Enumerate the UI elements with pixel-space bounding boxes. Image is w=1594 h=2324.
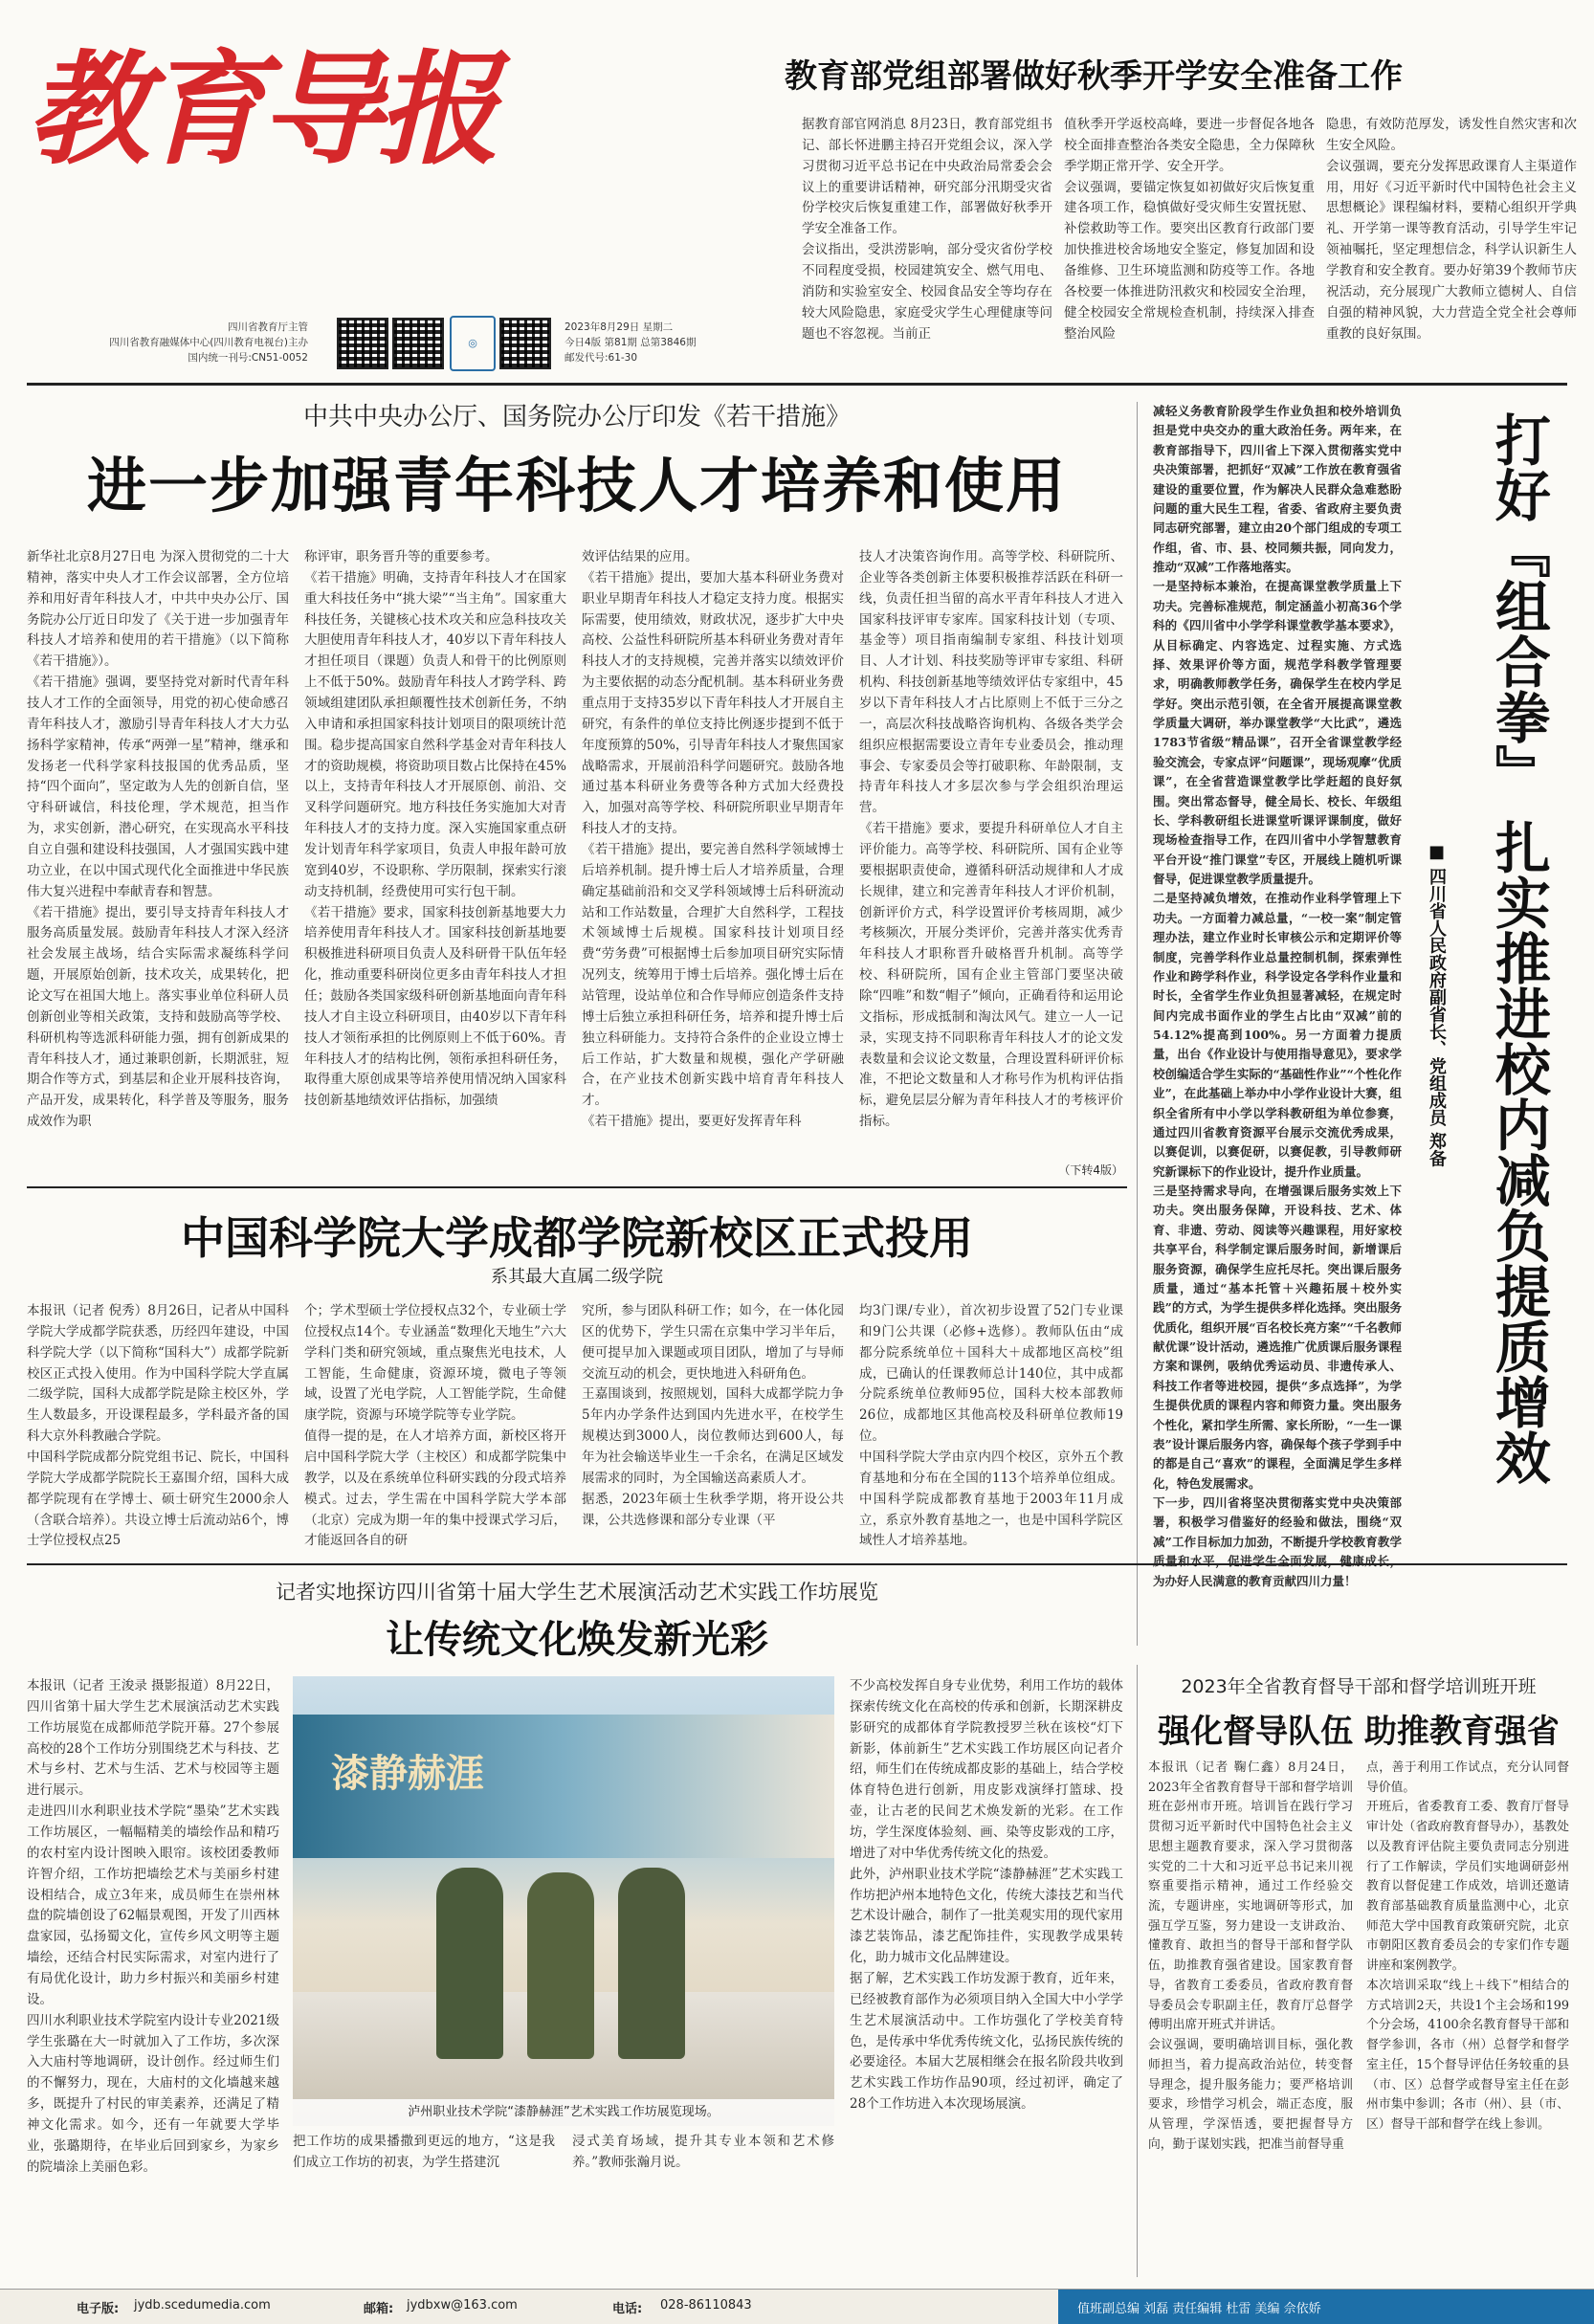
text: 称评审，职务晋升等的重要参考。 《若干措施》明确，支持青年科技人才在国家重大科技任务中“挑大梁”“当主角”。国家重大科技任务，关键核心技术攻关和应急科技攻关大胆使用青年科技人才，40岁以下青年科技人才担任项目（课题）负责人和骨干的比例原则上不低于50%。鼓励青年科技人才跨学科、跨领域组建团队承担颠覆性技术创新任务，不纳入申请和承担国家科技计划项目的限项统计范围。稳步提高国家自然科学基金对青年科技人才的资助规模，将资助项目数占比保持在45%以上，支持青年科技人才开展原创、前沿、交叉科学问题研究。地方科技任务实施加大对青年科技人才的支持力度。深入实施国家重点研发计划青年科学家项目，负责人申报年龄可放宽到40岁，不设职称、学历限制，探索实行滚动支持机制，经费使用可实行包干制。 《若干措施》要求，国家科技创新基地要大力培养使用青年科技人才。国家科技创新基地要积极推进科研项目负责人及科研骨干队伍年轻化，推动重要科研岗位更多由青年科技人才担任；鼓励各类国家级科研创新基地面向青年科技人才自主设立科研项目，由40岁以下青年科技人才领衔承担的比例原则上不低于60%。青年科技人才的结构比例，领衔承担科研任务，取得重大原创成果等培养使用情况纳入国家科技创新基地绩效评估指标，加强绩 [304,549,566,1109]
text: 本报讯（记者 王浚录 摄影报道）8月22日，四川省第十届大学生艺术展演活动艺术实践工作坊展览在成都师范学院开幕。27个参展高校的28个工作坊分别围绕艺术与科技、艺术与乡村、艺术与生活、艺术与校园等主题进行展示。 走进四川水利职业技术学院“墨染”艺术实践工作坊展区，一幅幅精美的墙绘作品和精巧的农村室内设计图映入眼帘。该校团委教师许智介绍，工作坊把墙绘艺术与美丽乡村建设相结合，成立3年来，成员师生在崇州林盘的院墙创设了62幅景观图，开发了川西林盘家园，弘扬蜀文化，宣传乡风文明等主题墙绘，还结合村民实际需求，对室内进行了有局优化设计，助力乡村振兴和美丽乡村建设。 四川水利职业技术学院室内设计专业2021级学生张璐在大一时就加入了工作坊，多次深入大庙村等地调研，设计创作。经过师生们的不懈努力，现在，大庙村的文化墙越来越多，既提升了村民的审美素养，还满足了精神文化需求。如今，还有一年就要大学毕业，张璐期待，在毕业后回到家乡，为家乡的院墙涂上美丽色彩。 [27,1678,279,2175]
phone-label: 电话: [612,2302,643,2316]
text: 值秋季开学返校高峰，要进一步督促各地各校全面排查整治各类安全隐患，全力保障秋季学期正常开学、安全开学。 会议强调，要锚定恢复如初做好灾后恢复重建各项工作，稳慎做好受灾师生安置抚慰、补偿救助等工作。要突出区教育行政部门要加快推进校舍场地安全鉴定，修复加固和设备维修、卫生环境监测和防疫等工作。各地各校要一体推进防汛救灾和校园安全治理，健全校园安全常规检查机制，持续深入排查整治风险 [1064,117,1315,342]
lead-story-col-4 [859,547,1123,1160]
sidebar-body [1153,402,1402,1646]
text: 究所，参与团队科研工作；如今，在一体化园区的优势下，学生只需在京集中学习半年后，便可提早加入课题或项目团队，增加了与导师交流互动的机会，更快地进入科研角色。 王嘉围谈到，按照规划，国科大成都学院力争5年内办学条件达到国内先进水平，在校学生规模达到3000人，岗位教师达到600人，每年为社会输送毕业生一千余名，在满足区域发展需求的同时，为全国输送高素质人才。 据悉，2023年硕士生秋季学期，将开设公共课，公共选修课和部分专业课（平 [582,1303,844,1528]
masthead-title: 教育导报 [27,38,495,182]
website-link[interactable]: jydb.scedumedia.com [134,2298,271,2313]
lead-story-col-2 [304,547,566,1160]
editors-credit: 值班副总编 刘磊 责任编辑 杜雷 美编 佘依娇 [1077,2302,1321,2316]
logo-icon: ◎ [450,316,496,371]
cas-story-col-4 [859,1301,1123,1549]
text: 技人才决策咨询作用。高等学校、科研院所、企业等各类创新主体要积极推荐活跃在科研一线，负责任担当留的高水平青年科技人才进入国家科技评审专家库。国家科技计划（专项、基金等）项目指南编制专家组、科技计划项目、人才计划、科技奖励等评审专家组、科研机构、科技创新基地等绩效评估专家组中，45岁以下青年科技人才占比原则上不低于三分之一，高层次科技战略咨询机构、各级各类学会组织应根据需要设立青年专业委员会，推动理事会、专家委员会等打破职称、年龄限制，支持青年科技人才多层次参与学会组织治理运营。 《若干措施》要求，要提升科研单位人才自主评价能力。高等学校、科研院所、国有企业等要根据职责使命，遵循科研活动规律和人才成长规律，建立和完善青年科技人才评价机制，创新评价方式，科学设置评价考核周期，减少考核频次，开展分类评价，完善并落实优秀青年科技人才职称晋升破格晋升机制。高等学校、科研院所，国有企业主管部门要坚决破除“四唯”和数“帽子”倾向，正确看待和运用论文指标，形成抵制和淘汰风气。建立一人一记录，实现支持不同职称青年科技人才的论文发表数量和会议论文数量，合理设置科研评价标准，不把论文数量和人才称号作为机构评估指标，避免层层分解为青年科技人才的考核评价指标。 [859,549,1123,1130]
person-figure [527,1872,594,2059]
person-figure [618,1868,685,2059]
top-story-col-3 [1326,115,1577,354]
divider [1137,1665,1138,2277]
art-story-col-1 [27,1676,279,2279]
training-story-kicker: 2023年全省教育督导干部和督学培训班开班 [1181,1676,1537,1697]
art-story-col-3 [850,1676,1123,2279]
art-story-under-photo-right [572,2132,834,2275]
lead-story-headline: 进一步加强青年科技人才培养和使用 [86,451,1067,520]
qr-code-icon [499,318,551,369]
text: 本报讯（记者 鞠仁鑫）8月24日，2023年全省教育督导干部和督学培训班在彭州市开班。培训旨在践行学习贯彻习近平新时代中国特色社会主义思想主题教育要求，深入学习贯彻落实党的二十大和习近平总书记来川视察重要指示精神，通过工作经验交流，专题讲座，实地调研等形式，加强互学互鉴，努力建设一支讲政治、懂教育、敢担当的督导干部和督学队伍，助推教育强省建设。国家教育督导，省教育工委委员，省政府教育督导委员会专职副主任，教育厅总督学傅明出席开班式并讲话。 会议强调，要明确培训目标，强化教师担当，着力提高政治站位，转变督导理念，提升服务能力；要严格培训要求，珍惜学习机会，端正态度，服从管理，学深悟透，要把握督导方向，勤于谋划实践，把准当前督导重 [1148,1760,1353,2152]
rule [27,383,1567,386]
text: 减轻义务教育阶段学生作业负担和校外培训负担是党中央交办的重大政治任务。两年来，在教育部指导下，四川省上下深入贯彻落实党中央决策部署，把抓好“双减”工作放在教育强省建设的重要位置，作为解决人民群众急难愁盼问题的重大民生工程，省委、省政府主要负责同志研究部署，建立由20个部门组成的专项工作组，省、市、县、校同频共振，同向发力，推动“双减”工作落地落实。 一是坚持标本兼治，在提高课堂教学质量上下功夫。完善标准规范，制定涵盖小初高36个学科的《四川省中小学学科课堂教学基本要求》，从目标确定、内容选定、过程实施、方式选择、效果评价等方面，规范学科教学管理要求，明确教师教学任务，确保学生在校内学足学好。突出示范引领，在全省开展提高课堂教学质量大调研，举办课堂教学“大比武”，遴选1783节省级“精品课”，召开全省课堂教学经验交流会，专家点评“问题课”，现场观摩“优质课”，在全省营造课堂教学比学赶超的良好氛围。突出常态督导，健全局长、校长、年级组长、学科教研组长进课堂听课评课制度，做好现场检查指导工作，在四川省中小学智慧教育平台开设“推门课堂”专区，开展线上随机听课督导，促进课堂教学质量提升。 二是坚持减负增效，在推动作业科学管理上下功夫。一方面着力减总量，“一校一案”制定管理办法，建立作业时长审核公示和定期评价等制度，完善学科作业总量控制机制，探索弹性作业和跨学科作业，科学设定各学科作业量和时长，全省学生作业负担显著减轻，在规定时间内完成书面作业的学生占比由“双减”前的54.12%提高到100%。另一方面着力提质量，出台《作业设计与使用指导意见》，要求学校创编适合学生实际的“基础性作业”“个性化作业”，在此基础上举办中小学作业设计大赛，组织全省所有中小学以学科教研组为单位参赛，通过四川省教育资源平台展示交流优秀成果，以赛促训，以赛促研，以赛促教，引导教师研究新课标下的作业设计，提升作业质量。 三是坚持需求导向，在增强课后服务实效上下功夫。突出服务保障，开设科技、艺术、体育、非遗、劳动、阅读等兴趣课程，用好家校共享平台，科学制定课后服务时间，新增课后服务资源，确保学生应托尽托。突出课后服务质量，通过“基本托管＋兴趣拓展＋校外实践”的方式，为学生提供多样化选择。突出服务优质化，组织开展“百名校长亮方案”“千名教师献优课”设计活动，遴选推广优质课后服务课程方案和课例，吸纳优秀运动员、非遗传承人、科技工作者等进校园，提供“多点选择”，为学生提供优质的课程内容和师资力量。突出服务个性化，紧扣学生所需、家长所盼，“一生一课表”设计课后服务内容，确保每个孩子学到手中的都是自己“喜欢”的课程，全面满足学生多样化，特色发展需求。 下一步，四川省将坚决贯彻落实党中央决策部署，积极学习借鉴好的经验和做法，围绕“双减”工作目标加力加劲，不断提升学校教育教学质量和水平，促进学生全面发展，健康成长，为办好人民满意的教育贡献四川力量！ [1153,404,1402,1588]
rule [27,1563,1567,1565]
text: 新华社北京8月27日电 为深入贯彻党的二十大精神，落实中央人才工作会议部署，全方位培养和用好青年科技人才，中共中央办公厅、国务院办公厅近日印发了《关于进一步加强青年科技人才培养和使用的若干措施》（以下简称《若干措施》）。 《若干措施》强调，要坚持党对新时代青年科技人才工作的全面领导，用党的初心使命感召青年科技人才，激励引导青年科技人才大力弘扬科学家精神，传承“两弹一星”精神，继承和发扬老一代科学家科技报国的优秀品质，坚持“四个面向”，坚定敢为人先的创新自信，坚守科研诚信，科技伦理，学术规范，担当作为，求实创新，潜心研究，在实现高水平科技自立自强和建设科技强国，人才强国实践中建功立业，在以中国式现代化全面推进中华民族伟大复兴进程中奉献青春和智慧。 《若干措施》提出，要引导支持青年科技人才服务高质量发展。鼓励青年科技人才深入经济社会发展主战场，结合实际需求凝练科学问题，开展原始创新，技术攻关，成果转化，把论文写在祖国大地上。落实事业单位科研人员创新创业等相关政策，支持和鼓励高等学校、科研机构等选派科研能力强，拥有创新成果的青年科技人才，通过兼职创新，长期派驻，短期合作等方式，到基层和企业开展科技咨询，产品开发，成果转化，科学普及等服务，服务成效作为职 [27,549,289,1130]
email-label: 邮箱: [364,2302,394,2316]
divider [1137,402,1138,1646]
cas-story-col-2 [304,1301,566,1549]
text: 个；学术型硕士学位授权点32个，专业硕士学位授权点14个。专业涵盖“数理化天地生”六大学科门类和研究领域，重点聚焦光电技术，人工智能，生命健康，资源环境，微电子等领域，设置了光电学院，人工智能学院，生命健康学院，资源与环境学院等专业学院。 值得一提的是，在人才培养方面，新校区将开启中国科学院大学（主校区）和成都学院集中教学，以及在系统单位科研实践的分段式培养模式。过去，学生需在中国科学院大学本部（北京）完成为期一年的集中授课式学习后，才能返回各自的研 [304,1303,566,1549]
text: 据教育部官网消息 8月23日，教育部党组书记、部长怀进鹏主持召开党组会议，深入学习贯彻习近平总书记在中央政治局常委会会议上的重要讲话精神，研究部分汛期受灾省份学校灾后恢复重建工作，部署做好秋季开学安全准备工作。 会议指出，受洪涝影响，部分受灾省份学校不同程度受损，校园建筑安全、燃气用电、消防和实验室安全、校园食品安全等均存在较大风险隐患，家庭受灾学生心理健康等问题也不容忽视。当前正 [802,117,1052,342]
lead-story-kicker: 中共中央办公厅、国务院办公厅印发《若干措施》 [302,403,851,432]
top-story-col-2 [1064,115,1315,354]
footer-bar [0,2289,1594,2324]
cas-story-subhead: 系其最大直属二级学院 [491,1267,663,1287]
cas-story-col-1 [27,1301,289,1549]
website-label: 电子版: [77,2302,120,2316]
training-story-headline: 强化督导队伍 助推教育强省 [1158,1713,1560,1751]
sign-text: 漆静赫涯 [331,1752,484,1796]
training-story-col-2 [1366,1759,1569,2280]
text: 不少高校发挥自身专业优势，利用工作坊的载体探索传统文化在高校的传承和创新，长期深耕皮影研究的成都体育学院教授罗兰秋在该校“灯下新影，体前新生”艺术实践工作坊展区向记者介绍，师生们在传统成都皮影的基础上，结合学校体育特色进行创新，用皮影戏演绎打篮球、投壶，让古老的民间艺术焕发新的光彩。在工作坊，学生深度体验刻、画、染等皮影戏的工序，增进了对中华优秀传统文化的热爱。 此外，泸州职业技术学院“漆静赫涯”艺术实践工作坊把泸州本地特色文化，传统大漆技艺和当代艺术设计融合，制作了一批美观实用的现代家用漆艺装饰品，漆艺配饰挂件，实现教学成果转化，助力城市文化品牌建设。 据了解，艺术实践工作坊发源于教育，近年来，已经被教育部作为必须项目纳入全国大中小学学生艺术展演活动中。工作坊强化了学校美育特色，是传承中华优秀传统文化，弘扬民族传统的必要途径。本届大艺展相继会在报名阶段共收到艺术实践工作坊作品90项，经过初评，确定了28个工作坊进入本次现场展演。 [850,1678,1123,2113]
top-story-col-1 [802,115,1052,354]
training-story-col-1 [1148,1759,1353,2280]
sidebar-byline: ■ 四川省人民政府副省长、党组成员 郑备 [1427,842,1447,1167]
cas-story-headline: 中国科学院大学成都学院新校区正式投用 [181,1212,973,1264]
person-figure [436,1868,503,2059]
editors-bar [1058,2290,1594,2324]
rule [27,1186,1127,1188]
lead-story-col-1 [27,547,289,1160]
text: 隐患，有效防范厚发，诱发性自然灾害和次生安全风险。 会议强调，要充分发挥思政课育人主渠道作用，用好《习近平新时代中国特色社会主义思想概论》课程编材料，要精心组织开学典礼、开学第一课等教育活动，引导学生牢记领袖嘱托，坚定理想信念，科学认识新生人学教育和安全教育。要办好第39个教师节庆祝活动，充分展现广大教师立德树人、自信自强的精神风貌，大力营造全党全社会尊师重教的良好氛围。 [1326,117,1577,342]
photo-caption: 泸州职业技术学院“漆静赫涯”艺术实践工作坊展览现场。 [293,2099,834,2126]
lead-story-col-3 [582,547,844,1160]
phone-number: 028-86110843 [660,2298,752,2313]
text: 浸式美育场域，提升其专业本领和艺术修养。”教师张瀚月说。 [572,2134,834,2170]
text: 本报讯（记者 倪秀）8月26日，记者从中国科学院大学成都学院获悉，历经四年建设，中国科学院大学（以下简称“国科大”）成都学院新校区正式投入使用。作为中国科学院大学直属二级学院，国科大成都学院是除主校区外，学生人数最多，开设课程最多，学科最齐备的国科大京外科教融合学院。 中国科学院成都分院党组书记、院长，中国科学院大学成都学院院长王嘉围介绍，国科大成都学院现有在学博士、硕士研究生2000余人（含联合培养）。共设立博士后流动站6个，博士学位授权点25 [27,1303,289,1549]
jump-line: （下转4版） [1058,1163,1123,1177]
cas-story-col-3 [582,1301,844,1540]
publisher-info-visible: 四川省教育厅主管 四川省教育融媒体中心(四川教育电视台)主办 国内统一刊号:CN51-0052 [109,321,308,364]
art-story-under-photo-left [293,2132,555,2275]
art-story-kicker: 记者实地探访四川省第十届大学生艺术展演活动艺术实践工作坊展览 [276,1581,878,1604]
exhibition-photo [293,1676,834,2126]
text: 均3门课/专业），首次初步设置了52门专业课和9门公共课（必修+选修）。教师队伍由“成都分院系统单位＋国科大＋成都地区高校”组成，已确认的任课教师总计140位，其中成都分院系统单位教师95位，国科大校本部教师26位，成都地区其他高校及科研单位教师19位。 中国科学院大学由京内四个校区，京外五个教育基地和分布在全国的113个培养单位组成。中国科学院成都教育基地于2003年11月成立，系京外教育基地之一，也是中国科学院区域性人才培养基地。 [859,1303,1123,1549]
sidebar-title: 打好『组合拳』 扎实推进校内减负提质增效 [1485,411,1551,1486]
top-story-headline: 教育部党组部署做好秋季开学安全准备工作 [785,57,1403,96]
text: 把工作坊的成果播撒到更远的地方，“这是我们成立工作坊的初衷，为学生搭建沉 [293,2134,555,2170]
text: 效评估结果的应用。 《若干措施》提出，要加大基本科研业务费对职业早期青年科技人才稳定支持力度。根据实际需要，使用绩效，财政状况，逐步扩大中央高校、公益性科研院所基本科研业务费对青年科技人才的支持规模，完善并落实以绩效评价为主要依据的动态分配机制。基本科研业务费重点用于支持35岁以下青年科技人才开展自主研究，有条件的单位支持比例逐步提到不低于年度预算的50%，引导青年科技人才聚焦国家战略需求，开展前沿科学问题研究。鼓励各地通过基本科研业务费等各种方式加大经费投入，加强对高等学校、科研院所职业早期青年科技人才的支持。 《若干措施》提出，要完善自然科学领域博士后培养机制。提升博士后人才培养质量，合理确定基础前沿和交叉学科领域博士后科研流动站和工作站数量，合理扩大自然科学，工程技术领域博士后规模。国家科技计划项目经费“劳务费”可根据博士后参加项目研究实际情况列支，统筹用于博士后培养。强化博士后在站管理，设站单位和合作导师应创造条件支持博士后独立承担科研任务，培养和提升博士后独立科研能力。支持符合条件的企业设立博士后工作站，扩大数量和规模，强化产学研融合，在产业技术创新实践中培育青年科技人才。 《若干措施》提出，要更好发挥青年科 [582,549,844,1130]
email-link[interactable]: jydbxw@163.com [407,2298,518,2313]
qr-code-icon [392,318,444,369]
art-story-headline: 让传统文化焕发新光彩 [386,1618,768,1662]
qr-code-icon [337,318,388,369]
text: 点，善于利用工作试点，充分认同督导价值。 开班后，省委教育工委、教育厅督导审计处（省政府教育督导办），基教处以及教育评估院主要负责同志分别进行了工作解读，学员们实地调研彭州教育以督促建工作成效，培训还邀请教育部基础教育质量监测中心，北京师范大学中国教育政策研究院，北京市朝阳区教育委员会的专家们作专题讲座和案例教学。 本次培训采取“线上＋线下”相结合的方式培训2天，共设1个主会场和199个分会场，4100余名教育督导干部和督学参训，各市（州）总督学和督学室主任，15个督导评估任务较重的县（市、区）总督学或督导室主任在彭州市集中参训；各市（州）、县（市、区）督导干部和督学在线上参训。 [1366,1760,1569,2132]
issue-info: 2023年8月29日 星期二 今日4版 第81期 总第3846期 邮发代号:61-30 [565,321,697,364]
